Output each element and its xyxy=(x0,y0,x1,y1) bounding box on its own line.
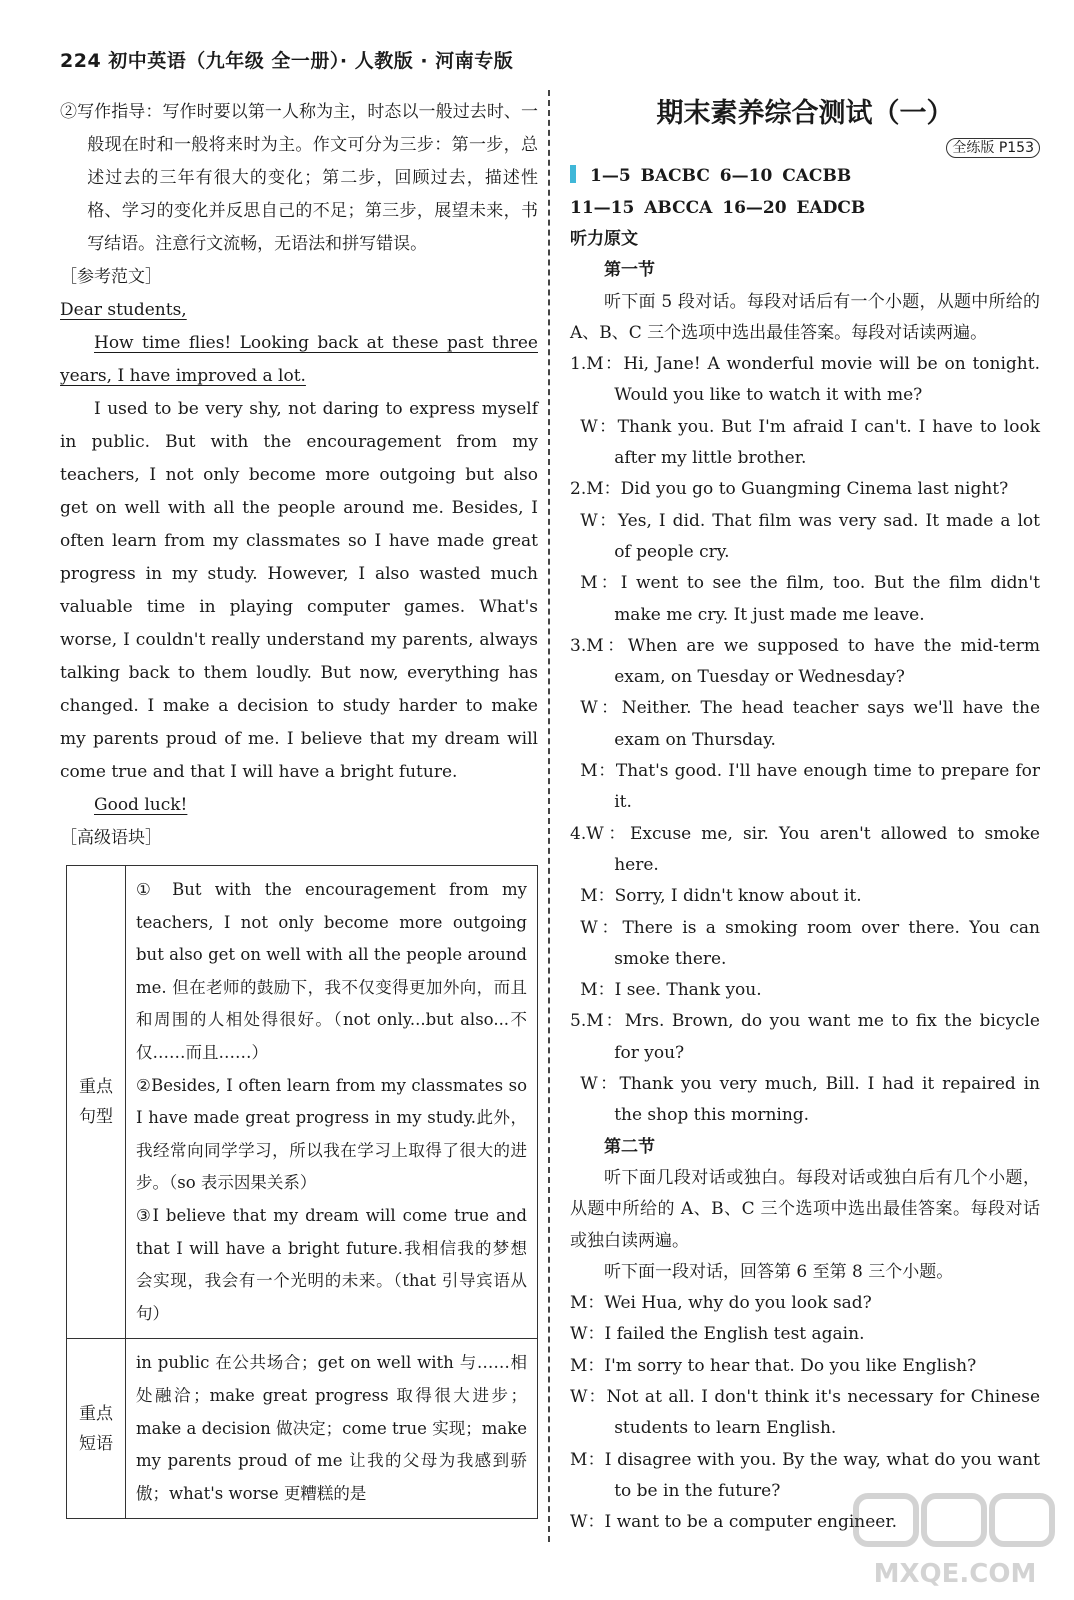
dialogue-line: W：Not at all. I don't think it's necessary for Chinese students to learn English. xyxy=(570,1386,1040,1439)
book-title: 初中英语（九年级 全一册）· 人教版 · 河南专版 xyxy=(108,50,514,72)
dialogue-line: M：I'm sorry to hear that. Do you like English? xyxy=(570,1355,977,1376)
sentence-3: ③I believe that my dream will come true and that I will have a bright future.我相信我的梦想会实现，我会有一个光明的未来。（that 引导宾语从句） xyxy=(136,1205,527,1323)
dialogue-line: M：Wei Hua, why do you look sad? xyxy=(570,1293,872,1314)
label-key-phrases: 重点 短语 xyxy=(67,1339,126,1519)
phrase-table xyxy=(66,865,538,1519)
ref-row xyxy=(570,132,1040,160)
dialogue-line: W：I failed the English test again. xyxy=(570,1324,865,1345)
dialogue-line: W：I want to be a computer engineer. xyxy=(570,1512,898,1533)
answers-line-1: 1—5 BACBC 6—10 CACBB xyxy=(570,160,1040,192)
running-head xyxy=(60,46,513,73)
dialogue-line: 1.M：Hi, Jane! A wonderful movie will be on tonight. Would you like to watch it with me? xyxy=(570,354,1040,406)
salutation: Dear students, xyxy=(60,300,187,320)
svg-text:MXQE.COM: MXQE.COM xyxy=(873,1559,1037,1589)
table-row-sentences xyxy=(67,866,538,1339)
sentence-1: ① But with the encouragement from my teachers, I not only become more outgoing but also get on well with all the people around me. 但在老师的鼓励下，我不仅变得更加外向，而且和周围的人相处得很好。（not only...but also...不仅……而且……） xyxy=(136,880,527,1062)
dialogue-line: W：Neither. The head teacher says we'll have the exam on Thursday. xyxy=(580,698,1040,750)
listening-heading: 听力原文 xyxy=(570,229,638,249)
reference-badge: 全练版 P153 xyxy=(946,138,1040,158)
closing xyxy=(60,789,538,822)
section-1-intro: 听下面 5 段对话。每段对话后有一个小题，从题中所给的 A、B、C 三个选项中选出最佳答案。每段对话读两遍。 xyxy=(570,291,1040,343)
column-divider xyxy=(548,90,550,1542)
key-phrases: in public 在公共场合；get on well with 与……相处融洽；make great progress 取得很大进步；make a decision 做决定；come true 实现；make my parents proud of me 让我的父母为我感到骄傲；what's worse 更糟糕的是 xyxy=(126,1339,538,1519)
section-2-intro: 听下面几段对话或独白。每段对话或独白后有几个小题，从题中所给的 A、B、C 三个选项中选出最佳答案。每段对话或独白读两遍。 xyxy=(570,1167,1040,1251)
dialogue-line: 3.M：When are we supposed to have the mid-term exam, on Tuesday or Wednesday? xyxy=(570,635,1040,688)
right-column xyxy=(570,92,1040,1538)
label-key-sentences: 重点 句型 xyxy=(67,866,126,1339)
table-row-phrases xyxy=(67,1339,538,1519)
section-2-heading: 第二节 xyxy=(604,1136,655,1157)
dialogue-line: M：That's good. I'll have enough time to prepare for it. xyxy=(580,761,1040,813)
sample-heading: ［参考范文］ xyxy=(60,267,162,287)
dialogue-line: 5.M：Mrs. Brown, do you want me to fix the bicycle for you? xyxy=(570,1011,1040,1063)
essay-body: I used to be very shy, not daring to express myself in public. But with the encouragement from my teachers, I not only become more outgoing but also get on well with all the people around me. Besides, I often learn from my classmates so I have made great progress in my study. However, I also wasted much valuable time in playing computer games. What's worse, I couldn't really understand my parents, always talking back to them loudly. But now, everything has changed. I make a decision to study harder to make my parents proud of me. I believe that my dream will come true and that I will have a bright future. xyxy=(60,399,538,782)
watermark-logo xyxy=(850,1490,1060,1590)
answers-line-2: 11—15 ABCCA 16—20 EADCB xyxy=(570,198,866,218)
test-title: 期末素养综合测试（一） xyxy=(656,98,954,129)
dialogue-line: M：Sorry, I didn't know about it. xyxy=(580,886,862,907)
opening-sentence: How time flies! Looking back at these past three years, I have improved a lot. xyxy=(60,333,538,386)
section-marker-icon xyxy=(570,165,576,183)
page-number: 224 xyxy=(60,50,102,72)
dialogue-line: 2.M：Did you go to Guangming Cinema last night? xyxy=(570,479,1009,500)
sentence-2: ②Besides, I often learn from my classmates so I have made great progress in my study.此外，我经常向同学学习，所以我在学习上取得了很大的进步。（so 表示因果关系） xyxy=(136,1075,527,1193)
section-2-subintro: 听下面一段对话，回答第 6 至第 8 三个小题。 xyxy=(604,1261,954,1282)
section-1-heading: 第一节 xyxy=(604,260,655,281)
dialogue-line: W：Thank you very much, Bill. I had it repaired in the shop this morning. xyxy=(580,1074,1040,1126)
dialogue-line: W：There is a smoking room over there. You can smoke there. xyxy=(580,917,1040,969)
dialogue-line: W：Yes, I did. That film was very sad. It made a lot of people cry. xyxy=(580,510,1040,562)
dialogue-line: M：I see. Thank you. xyxy=(580,980,762,1001)
dialogue-line: M：I disagree with you. By the way, what do you want to be in the future? xyxy=(570,1449,1040,1501)
left-column xyxy=(60,96,538,855)
key-sentences xyxy=(126,866,538,1339)
dialogue-line: W：Thank you. But I'm afraid I can't. I have to look after my little brother. xyxy=(580,416,1040,469)
dialogue-line: 4.W：Excuse me, sir. You aren't allowed to smoke here. xyxy=(570,823,1040,875)
advanced-heading: ［高级语块］ xyxy=(60,828,162,848)
writing-guide: ②写作指导：写作时要以第一人称为主，时态以一般过去时、一般现在时和一般将来时为主。作文可分为三步：第一步，总述过去的三年有很大的变化；第二步，回顾过去，描述性格、学习的变化并反思自己的不足；第三步，展望未来，书写结语。注意行文流畅，无语法和拼写错误。 xyxy=(60,102,538,254)
closing-text: Good luck! xyxy=(94,795,188,815)
dialogue-line: M：I went to see the film, too. But the film didn't make me cry. It just made me leave. xyxy=(580,573,1040,625)
